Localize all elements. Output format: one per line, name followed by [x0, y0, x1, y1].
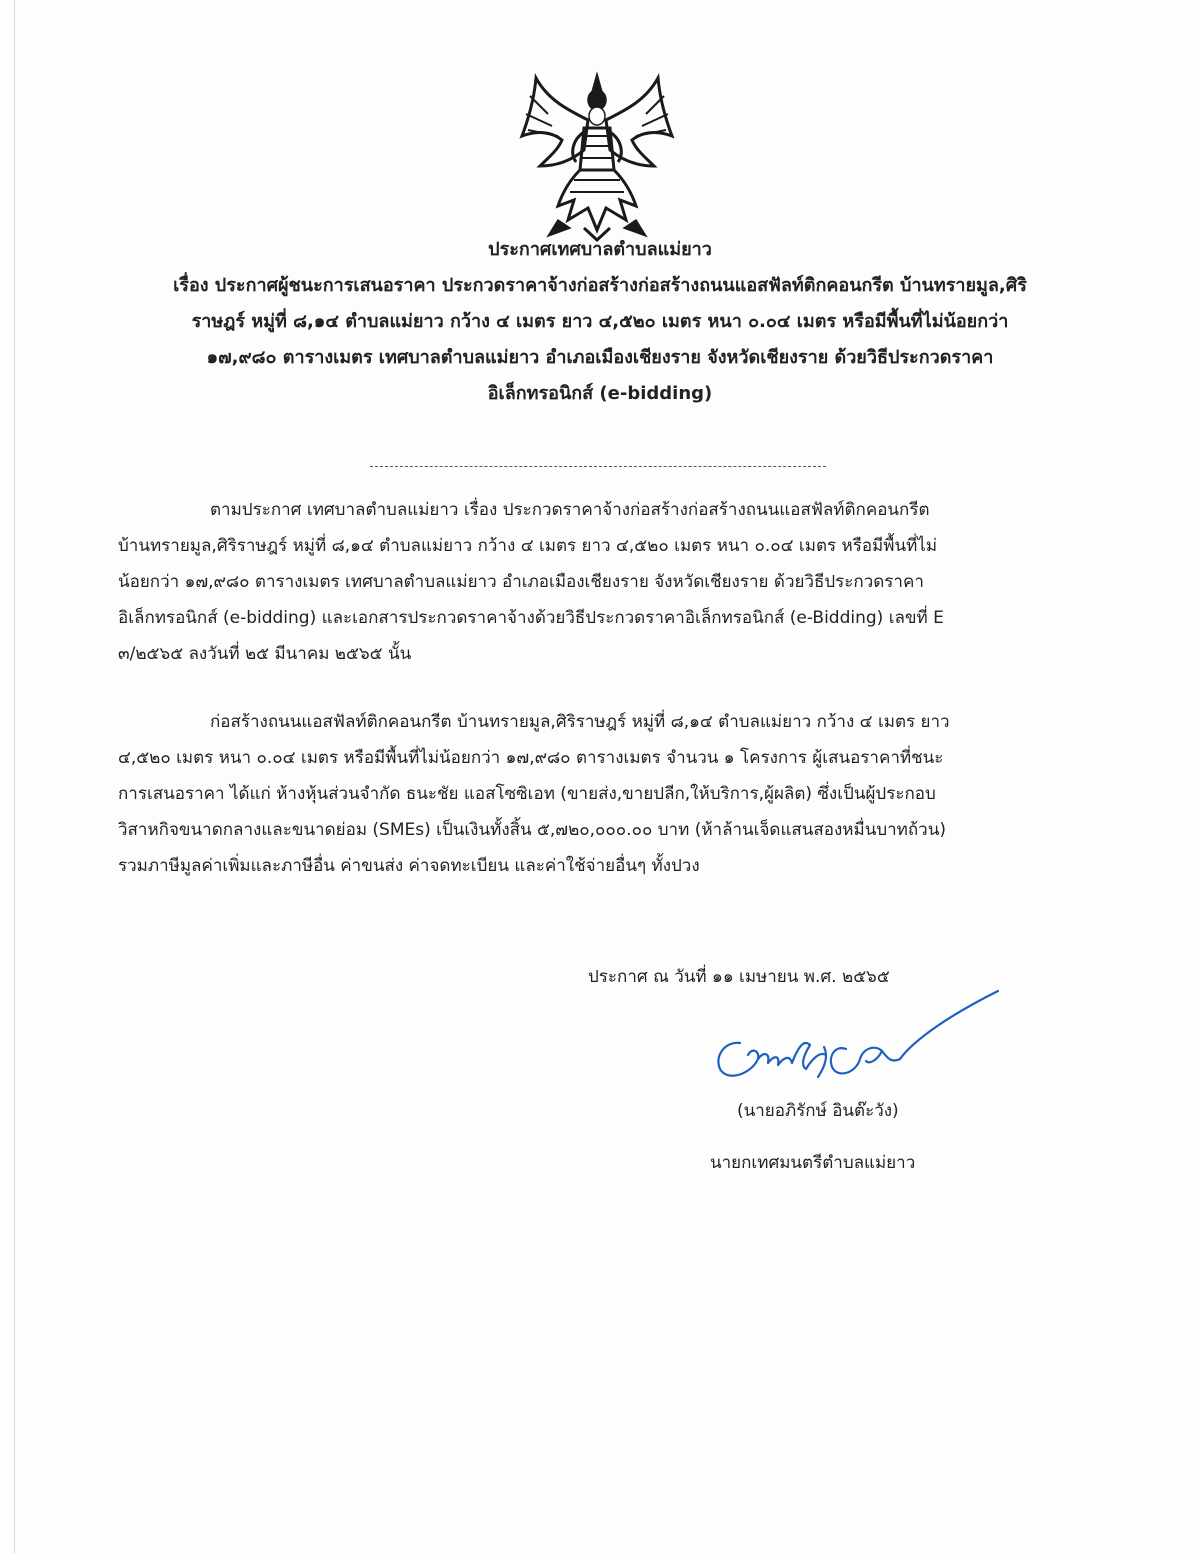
paragraph-line: อิเล็กทรอนิกส์ (e-bidding) และเอกสารประกวดราคาจ้างด้วยวิธีประกวดราคาอิเล็กทรอนิกส์ (e-Bidding) เลขที่ E: [118, 608, 944, 628]
title-subject-line: เรื่อง ประกาศผู้ชนะการเสนอราคา ประกวดราคาจ้างก่อสร้างก่อสร้างถนนแอสฟัลท์ติกคอนกรีต บ้านทรายมูล,ศิริ: [173, 275, 1027, 296]
paragraph-line: น้อยกว่า ๑๗,๙๘๐ ตารางเมตร เทศบาลตำบลแม่ยาว อำเภอเมืองเชียงราย จังหวัดเชียงราย ด้วยวิธีประกวดราคา: [118, 572, 924, 592]
paragraph-line: วิสาหกิจขนาดกลางและขนาดย่อม (SMEs) เป็นเงินทั้งสิ้น ๕,๗๒๐,๐๐๐.๐๐ บาท (ห้าล้านเจ็ดแสนสองหมื่นบาทถ้วน): [118, 820, 946, 840]
body-paragraph-reference: [118, 492, 944, 672]
signer-title: นายกเทศมนตรีตำบลแม่ยาว: [710, 1153, 916, 1173]
title-subject-line: ๑๗,๙๘๐ ตารางเมตร เทศบาลตำบลแม่ยาว อำเภอเมืองเชียงราย จังหวัดเชียงราย ด้วยวิธีประกวดราคา: [206, 347, 994, 368]
signer-name: (นายอภิรักษ์ อินต๊ะวัง): [737, 1101, 899, 1121]
title-subject-line: อิเล็กทรอนิกส์ (e-bidding): [487, 383, 713, 404]
announcement-title: [100, 232, 1100, 412]
paragraph-line: ๓/๒๕๖๕ ลงวันที่ ๒๕ มีนาคม ๒๕๖๕ นั้น: [118, 644, 412, 664]
paragraph-line: ก่อสร้างถนนแอสฟัลท์ติกคอนกรีต บ้านทรายมูล,ศิริราษฎร์ หมู่ที่ ๘,๑๔ ตำบลแม่ยาว กว้าง ๔ เมตร ยาว: [210, 712, 950, 732]
paragraph-line: รวมภาษีมูลค่าเพิ่มและภาษีอื่น ค่าขนส่ง ค่าจดทะเบียน และค่าใช้จ่ายอื่นๆ ทั้งปวง: [118, 856, 700, 876]
paragraph-line: ตามประกาศ เทศบาลตำบลแม่ยาว เรื่อง ประกวดราคาจ้างก่อสร้างก่อสร้างถนนแอสฟัลท์ติกคอนกรีต: [210, 500, 930, 520]
paragraph-line: บ้านทรายมูล,ศิริราษฎร์ หมู่ที่ ๘,๑๔ ตำบลแม่ยาว กว้าง ๔ เมตร ยาว ๔,๕๒๐ เมตร หนา ๐.๐๔ เมตร หรือมีพื้นที่ไม่: [118, 536, 938, 556]
title-subject-line: ราษฎร์ หมู่ที่ ๘,๑๔ ตำบลแม่ยาว กว้าง ๔ เมตร ยาว ๔,๕๒๐ เมตร หนา ๐.๐๔ เมตร หรือมีพื้นที่ไม่น้อยกว่า: [191, 311, 1009, 332]
paragraph-line: การเสนอราคา ได้แก่ ห้างหุ้นส่วนจำกัด ธนะชัย แอสโซซิเอท (ขายส่ง,ขายปลีก,ให้บริการ,ผู้ผลิต) ซึ่งเป็นผู้ประกอบ: [118, 784, 936, 804]
body-paragraph-winner: [118, 704, 950, 884]
handwritten-signature: [700, 985, 1010, 1095]
announcement-date: ประกาศ ณ วันที่ ๑๑ เมษายน พ.ศ. ๒๕๖๕: [588, 967, 890, 987]
dashed-divider: [370, 466, 826, 467]
paragraph-line: ๔,๕๒๐ เมตร หนา ๐.๐๔ เมตร หรือมีพื้นที่ไม่น้อยกว่า ๑๗,๙๘๐ ตารางเมตร จำนวน ๑ โครงการ ผู้เสนอราคาที่ชนะ: [118, 748, 944, 768]
garuda-emblem-icon: [518, 70, 676, 242]
title-issuer: ประกาศเทศบาลตำบลแม่ยาว: [488, 239, 712, 260]
